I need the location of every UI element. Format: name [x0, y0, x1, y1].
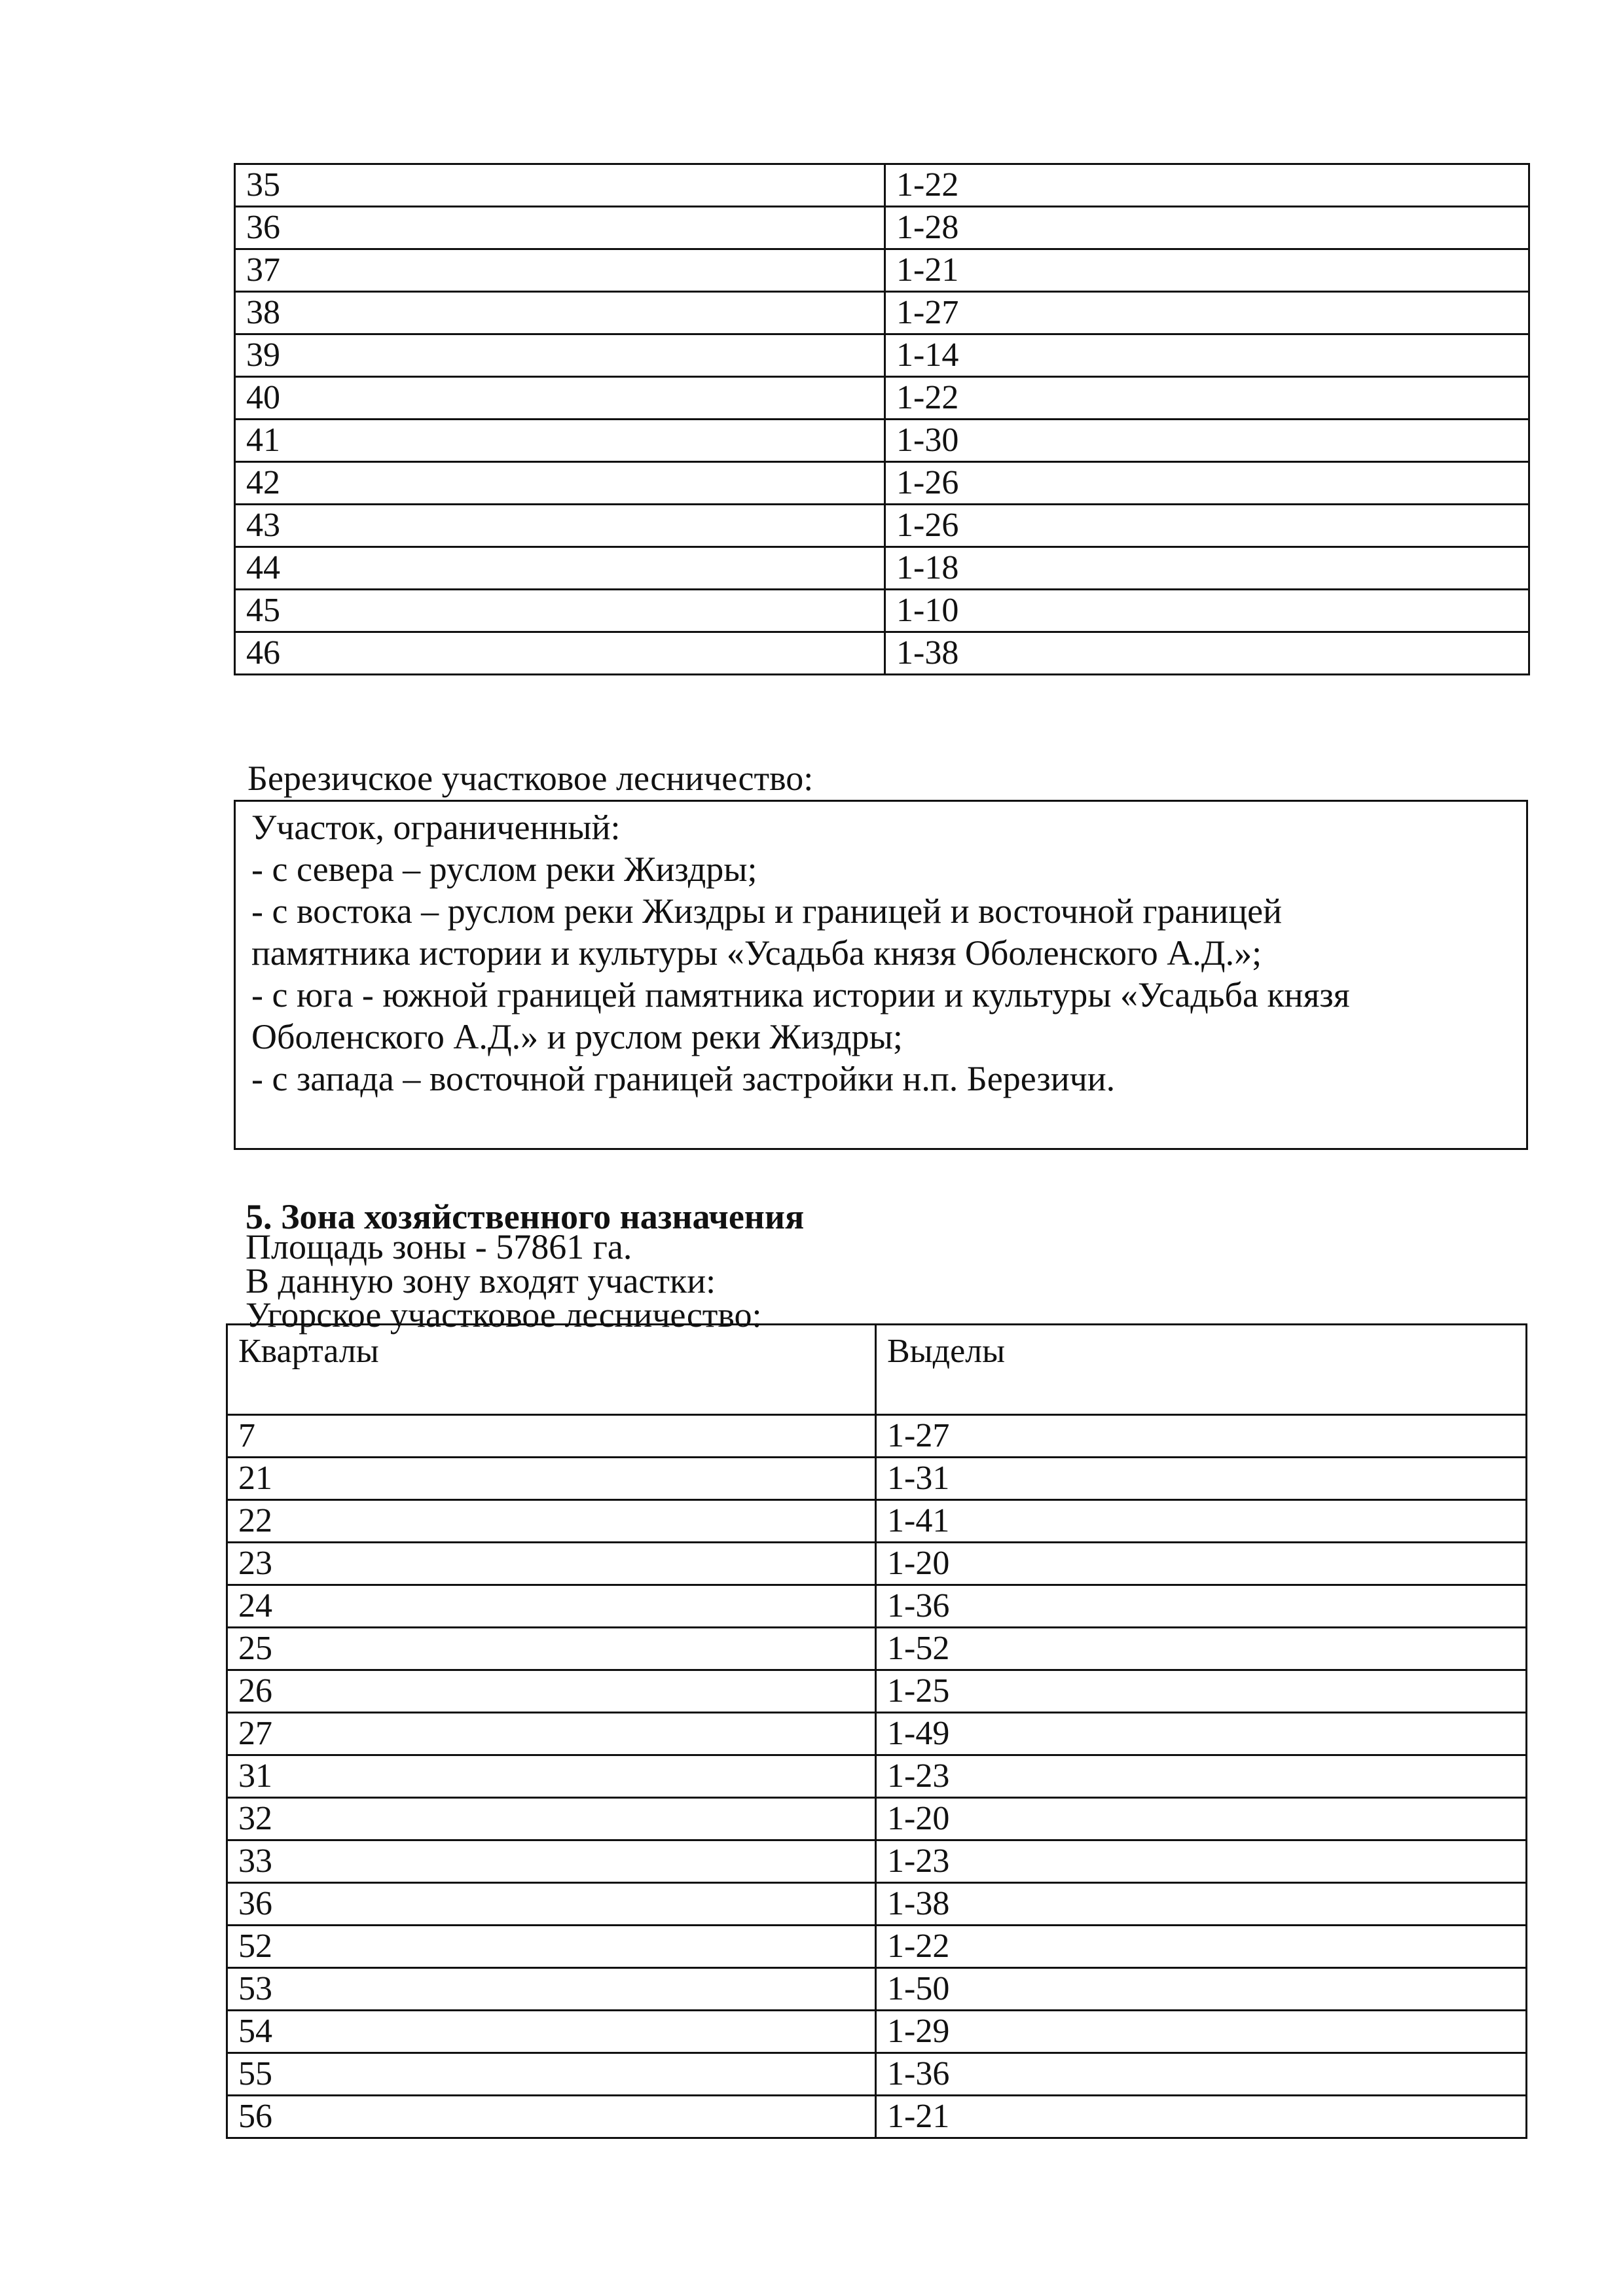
- vydel-cell: 1-18: [885, 547, 1529, 590]
- kvartal-cell: 53: [227, 1968, 876, 2011]
- boundary-line: - с востока – руслом реки Жиздры и границей и восточной границей: [251, 891, 1283, 931]
- kvartal-cell: 41: [235, 420, 885, 462]
- vydel-cell: 1-27: [885, 292, 1529, 334]
- vydel-cell: 1-21: [885, 249, 1529, 292]
- vydel-cell: 1-20: [876, 1543, 1527, 1585]
- kvartal-cell: 38: [235, 292, 885, 334]
- vydel-cell: 1-10: [885, 590, 1529, 632]
- table-row: [235, 462, 1529, 505]
- table-header-row: [227, 1325, 1527, 1415]
- kvartal-cell: 46: [235, 632, 885, 675]
- vydel-cell: 1-49: [876, 1713, 1527, 1755]
- table-row: [227, 1883, 1527, 1926]
- berezichskoe-forestry-label: Березичское участковое лесничество:: [247, 759, 814, 798]
- kvartal-cell: 52: [227, 1926, 876, 1968]
- vydel-cell: 1-26: [885, 462, 1529, 505]
- zone-5-title: 5. Зона хозяйственного назначения: [246, 1197, 805, 1236]
- table-row: [235, 377, 1529, 420]
- boundary-line: - с севера – руслом реки Жиздры;: [251, 850, 757, 889]
- table-row: [227, 1543, 1527, 1585]
- table-row: [227, 1458, 1527, 1500]
- vydel-cell: 1-14: [885, 334, 1529, 377]
- kvartal-cell: 23: [227, 1543, 876, 1585]
- kvartal-cell: 40: [235, 377, 885, 420]
- kvartal-cell: 36: [235, 207, 885, 249]
- kvartal-cell: 43: [235, 505, 885, 547]
- vydel-cell: 1-41: [876, 1500, 1527, 1543]
- kvartal-cell: 39: [235, 334, 885, 377]
- ugorskoe-forestry-label: Угорское участковое лесничество:: [246, 1295, 762, 1335]
- column-header-kvartaly: Кварталы: [227, 1325, 876, 1415]
- table-row: [227, 1415, 1527, 1458]
- kvartal-cell: 42: [235, 462, 885, 505]
- vydel-cell: 1-22: [885, 164, 1529, 207]
- kvartal-cell: 31: [227, 1755, 876, 1798]
- kvartal-cell: 54: [227, 2011, 876, 2053]
- kvartal-table-zone5: [226, 1323, 1527, 2139]
- table-row: [235, 590, 1529, 632]
- table-row: [235, 505, 1529, 547]
- table-row: [227, 2096, 1527, 2138]
- kvartal-cell: 7: [227, 1415, 876, 1458]
- vydel-cell: 1-21: [876, 2096, 1527, 2138]
- vydel-cell: 1-38: [876, 1883, 1527, 1926]
- boundary-line: - с юга - южной границей памятника истории и культуры «Усадьба князя: [251, 975, 1350, 1014]
- kvartal-cell: 25: [227, 1628, 876, 1670]
- vydel-cell: 1-30: [885, 420, 1529, 462]
- kvartal-cell: 35: [235, 164, 885, 207]
- vydel-cell: 1-31: [876, 1458, 1527, 1500]
- kvartal-cell: 26: [227, 1670, 876, 1713]
- table-row: [227, 1755, 1527, 1798]
- vydel-cell: 1-26: [885, 505, 1529, 547]
- table-row: [227, 1670, 1527, 1713]
- vydel-cell: 1-52: [876, 1628, 1527, 1670]
- table-row: [235, 249, 1529, 292]
- vydel-cell: 1-22: [876, 1926, 1527, 1968]
- kvartal-cell: 33: [227, 1840, 876, 1883]
- boundary-line: - с запада – восточной границей застройки н.п. Березичи.: [251, 1059, 1116, 1098]
- kvartal-cell: 21: [227, 1458, 876, 1500]
- table-row: [235, 164, 1529, 207]
- table-row: [235, 420, 1529, 462]
- table-row: [227, 1585, 1527, 1628]
- kvartal-cell: 37: [235, 249, 885, 292]
- table-row: [235, 547, 1529, 590]
- kvartal-cell: 36: [227, 1883, 876, 1926]
- table-row: [235, 292, 1529, 334]
- kvartal-cell: 22: [227, 1500, 876, 1543]
- table-row: [227, 1500, 1527, 1543]
- kvartal-cell: 45: [235, 590, 885, 632]
- boundary-line: Участок, ограниченный:: [251, 808, 621, 847]
- vydel-cell: 1-27: [876, 1415, 1527, 1458]
- kvartal-cell: 56: [227, 2096, 876, 2138]
- vydel-cell: 1-20: [876, 1798, 1527, 1840]
- vydel-cell: 1-22: [885, 377, 1529, 420]
- table-row: [227, 1713, 1527, 1755]
- table-row: [227, 2011, 1527, 2053]
- table-row: [227, 1840, 1527, 1883]
- vydel-cell: 1-38: [885, 632, 1529, 675]
- vydel-cell: 1-50: [876, 1968, 1527, 2011]
- table-row: [235, 207, 1529, 249]
- berezichskoe-boundary-box: [234, 800, 1528, 1150]
- table-row: [235, 334, 1529, 377]
- vydel-cell: 1-23: [876, 1755, 1527, 1798]
- vydel-cell: 1-36: [876, 2053, 1527, 2096]
- boundary-line: Оболенского А.Д.» и руслом реки Жиздры;: [251, 1017, 903, 1056]
- table-row: [227, 2053, 1527, 2096]
- table-row: [227, 1968, 1527, 2011]
- table-row: [227, 1798, 1527, 1840]
- kvartal-table-top: [234, 163, 1530, 675]
- kvartal-cell: 24: [227, 1585, 876, 1628]
- kvartal-cell: 27: [227, 1713, 876, 1755]
- vydel-cell: 1-23: [876, 1840, 1527, 1883]
- vydel-cell: 1-36: [876, 1585, 1527, 1628]
- table-row: [235, 632, 1529, 675]
- table-row: [227, 1926, 1527, 1968]
- boundary-line: памятника истории и культуры «Усадьба князя Оболенского А.Д.»;: [251, 933, 1262, 973]
- zone-area-text: Площадь зоны - 57861 га.: [246, 1227, 632, 1266]
- kvartal-cell: 55: [227, 2053, 876, 2096]
- table-row: [227, 1628, 1527, 1670]
- vydel-cell: 1-28: [885, 207, 1529, 249]
- vydel-cell: 1-29: [876, 2011, 1527, 2053]
- kvartal-cell: 44: [235, 547, 885, 590]
- kvartal-cell: 32: [227, 1798, 876, 1840]
- column-header-vydely: Выделы: [876, 1325, 1527, 1415]
- vydel-cell: 1-25: [876, 1670, 1527, 1713]
- zone-intro-text: В данную зону входят участки:: [246, 1261, 716, 1300]
